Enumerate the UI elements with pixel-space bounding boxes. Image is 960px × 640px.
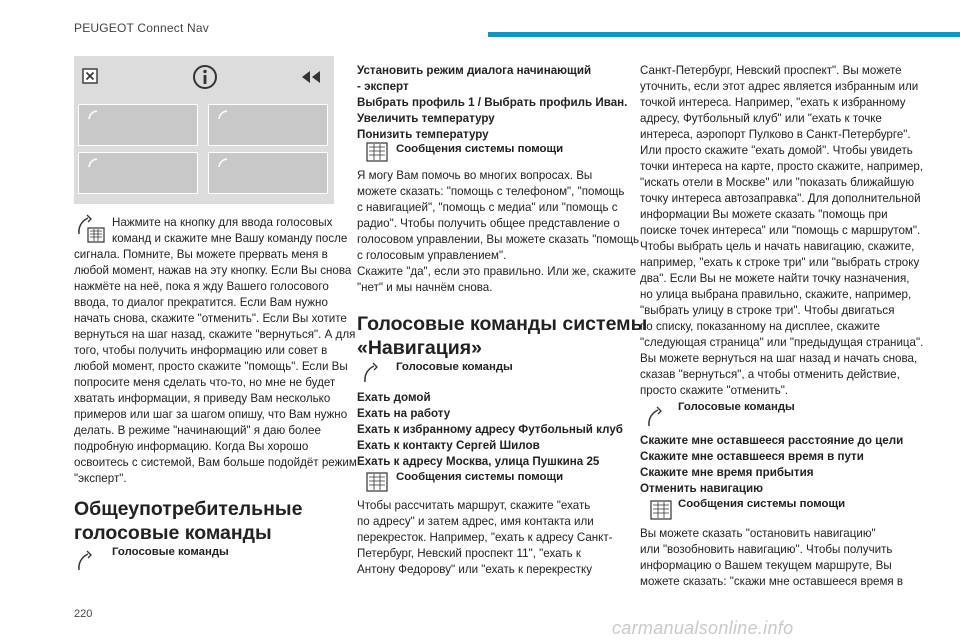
help-text-line: "нет" и мы начнём снова. bbox=[357, 281, 493, 294]
voice-icon bbox=[362, 362, 388, 393]
command-line: Понизить температуру bbox=[357, 128, 489, 141]
command-line: Скажите мне оставшееся расстояние до цели bbox=[640, 434, 904, 447]
help-text-line: можете сказать: "помощь с телефоном", "помощь bbox=[357, 185, 625, 198]
voice-icon bbox=[76, 550, 102, 581]
rewind-back-icon bbox=[300, 70, 322, 89]
intro-line: освоитесь с системой, Вам больше подойдёт режим bbox=[74, 456, 357, 469]
command-line: Ехать к избранному адресу Футбольный клуб bbox=[357, 423, 623, 436]
help-text-line: "искать отели в Москве" или "показать ближайшую bbox=[640, 176, 915, 189]
keypad-icon bbox=[366, 472, 388, 497]
help-text-line: уточнить, если этот адрес является избранным или bbox=[640, 80, 919, 93]
section-heading: Голосовые команды системы bbox=[357, 313, 648, 335]
watermark: carmanualsonline.info bbox=[612, 618, 794, 638]
help-text-line: "следующая страница" или "предыдущая страница". bbox=[640, 336, 924, 349]
section-heading: «Навигация» bbox=[357, 337, 482, 359]
caption-help-messages: Сообщения системы помощи bbox=[396, 471, 564, 483]
intro-line: примеров или шаг за шагом опишу, что Вам нужно bbox=[74, 408, 348, 421]
command-line: Ехать к адресу Москва, улица Пушкина 25 bbox=[357, 455, 600, 468]
help-text-line: интереса, аэропорт Пулково в Санкт-Петербурге". bbox=[640, 128, 911, 141]
help-text-line: Я могу Вам помочь во многих вопросах. Вы bbox=[357, 169, 593, 182]
page-header-title: PEUGEOT Connect Nav bbox=[74, 21, 209, 35]
screen-tile bbox=[208, 152, 328, 194]
header-accent-bar bbox=[488, 32, 960, 37]
help-text-line: Или просто скажите "ехать домой". Чтобы увидеть bbox=[640, 144, 913, 157]
help-text-line: например, "ехать к строке три" или "выбрать строку bbox=[640, 256, 920, 269]
caption-help-messages: Сообщения системы помощи bbox=[396, 143, 564, 155]
help-text-line: "выбрать улицу в строке три". Чтобы двигаться bbox=[640, 304, 895, 317]
intro-line: хватать информации, я приведу Вам несколько bbox=[74, 392, 331, 405]
help-text-line: перекресток. Например, "ехать к адресу Санкт- bbox=[357, 531, 613, 544]
help-text-line: адресу, Футбольный клуб" или "ехать к точке bbox=[640, 112, 882, 125]
intro-line: подробную информацию. Когда Вы хорошо bbox=[74, 440, 309, 453]
help-text-line: Чтобы выбрать цель и начать навигацию, скажите, bbox=[640, 240, 915, 253]
intro-line: делать. В режиме "начинающий" я даю более bbox=[74, 424, 321, 437]
intro-line: начать снова, скажите "отменить". Если Вы хотите bbox=[74, 312, 347, 325]
section-heading: Общеупотребительные bbox=[74, 498, 303, 520]
help-text-line: по адресу" и затем адрес, имя контакта или bbox=[357, 515, 594, 528]
command-line: - эксперт bbox=[357, 80, 409, 93]
screen-tile bbox=[78, 104, 198, 146]
help-text-line: с голосовым управлением". bbox=[357, 249, 507, 262]
intro-line: вернуться на шаг назад, скажите "вернуться". А для bbox=[74, 328, 356, 341]
voice-phone-icon bbox=[76, 214, 106, 249]
command-line: Ехать на работу bbox=[357, 407, 451, 420]
intro-line: ввода, то диалог прекратится. Если Вам нужно bbox=[74, 296, 328, 309]
intro-line: попросите меня сделать что-то, но мне не будет bbox=[74, 376, 336, 389]
command-line: Скажите мне оставшееся время в пути bbox=[640, 450, 864, 463]
section-heading: голосовые команды bbox=[74, 522, 272, 544]
keypad-icon bbox=[650, 500, 672, 525]
help-text-line: сказав "вернуться", а чтобы отменить действие, bbox=[640, 368, 900, 381]
help-text-line: Петербург, Невский проспект 11", "ехать к bbox=[357, 547, 581, 560]
help-text-line: радио". Чтобы получить общее представление о bbox=[357, 217, 620, 230]
command-line: Выбрать профиль 1 / Выбрать профиль Иван. bbox=[357, 96, 628, 109]
info-icon bbox=[192, 64, 218, 95]
screen-tile bbox=[78, 152, 198, 194]
intro-line: команд и скажите мне Вашу команду после bbox=[112, 232, 348, 245]
intro-line: "эксперт". bbox=[74, 472, 127, 485]
help-text-line: точку интереса автозаправка". Для дополнительной bbox=[640, 192, 921, 205]
keypad-icon bbox=[366, 142, 388, 167]
help-text-line: но улица выбрана правильно, скажите, например, bbox=[640, 288, 912, 301]
help-text-line: Скажите "да", если это правильно. Или же, скажите bbox=[357, 265, 637, 278]
screen-tile bbox=[208, 104, 328, 146]
page-number: 220 bbox=[74, 608, 93, 620]
help-text-line: голосовом управлении, Вы можете сказать "помощь bbox=[357, 233, 640, 246]
command-line: Увеличить температуру bbox=[357, 112, 495, 125]
intro-line: любой момент, просто скажите "помощь". Если Вы bbox=[74, 360, 348, 373]
help-text-line: по списку, показанному на дисплее, скажите bbox=[640, 320, 881, 333]
caption-voice-commands: Голосовые команды bbox=[678, 401, 795, 413]
help-text-line: просто скажите "отменить". bbox=[640, 384, 789, 397]
help-text-line: поиске точек интереса" или "помощь с маршрутом". bbox=[640, 224, 921, 237]
command-line: Установить режим диалога начинающий bbox=[357, 64, 592, 77]
help-text-line: точкой интереса. Например, "ехать к избранному bbox=[640, 96, 906, 109]
close-x-icon bbox=[82, 68, 98, 89]
help-text-line: два". Если Вы не можете найти точку назначения, bbox=[640, 272, 910, 285]
voice-screen-illustration bbox=[74, 56, 334, 204]
help-text-line: Антону Федорову" или "ехать к перекрестку bbox=[357, 563, 593, 576]
help-text-line: информацию о Вашем текущем маршруте, Вы bbox=[640, 559, 892, 572]
caption-voice-commands: Голосовые команды bbox=[112, 546, 229, 558]
caption-help-messages: Сообщения системы помощи bbox=[678, 498, 846, 510]
help-text-line: информации Вы можете сказать "помощь при bbox=[640, 208, 888, 221]
help-text-line: Санкт-Петербург, Невский проспект". Вы можете bbox=[640, 64, 902, 77]
command-line: Ехать домой bbox=[357, 391, 431, 404]
intro-line: любой момент, нажав на эту кнопку. Если Вы снова bbox=[74, 264, 352, 277]
help-text-line: Чтобы рассчитать маршрут, скажите "ехать bbox=[357, 499, 591, 512]
help-text-line: точки интереса на карте, просто скажите, например, bbox=[640, 160, 923, 173]
command-line: Отменить навигацию bbox=[640, 482, 764, 495]
command-line: Ехать к контакту Сергей Шилов bbox=[357, 439, 540, 452]
caption-voice-commands: Голосовые команды bbox=[396, 361, 513, 373]
intro-line: того, чтобы получить информацию или совет в bbox=[74, 344, 328, 357]
help-text-line: с навигацией", "помощь с медиа" или "помощь с bbox=[357, 201, 618, 214]
help-text-line: Вы можете сказать "остановить навигацию" bbox=[640, 527, 876, 540]
help-text-line: можете сказать: "скажи мне оставшееся время в bbox=[640, 575, 904, 588]
intro-line: Нажмите на кнопку для ввода голосовых bbox=[112, 216, 333, 229]
command-line: Скажите мне время прибытия bbox=[640, 466, 814, 479]
help-text-line: Вы можете вернуться на шаг назад и начать снова, bbox=[640, 352, 918, 365]
intro-line: сигнала. Помните, Вы можете прервать меня в bbox=[74, 248, 328, 261]
help-text-line: или "возобновить навигацию". Чтобы получить bbox=[640, 543, 893, 556]
intro-line: нажмёте на неё, пока я жду Вашего голосового bbox=[74, 280, 329, 293]
